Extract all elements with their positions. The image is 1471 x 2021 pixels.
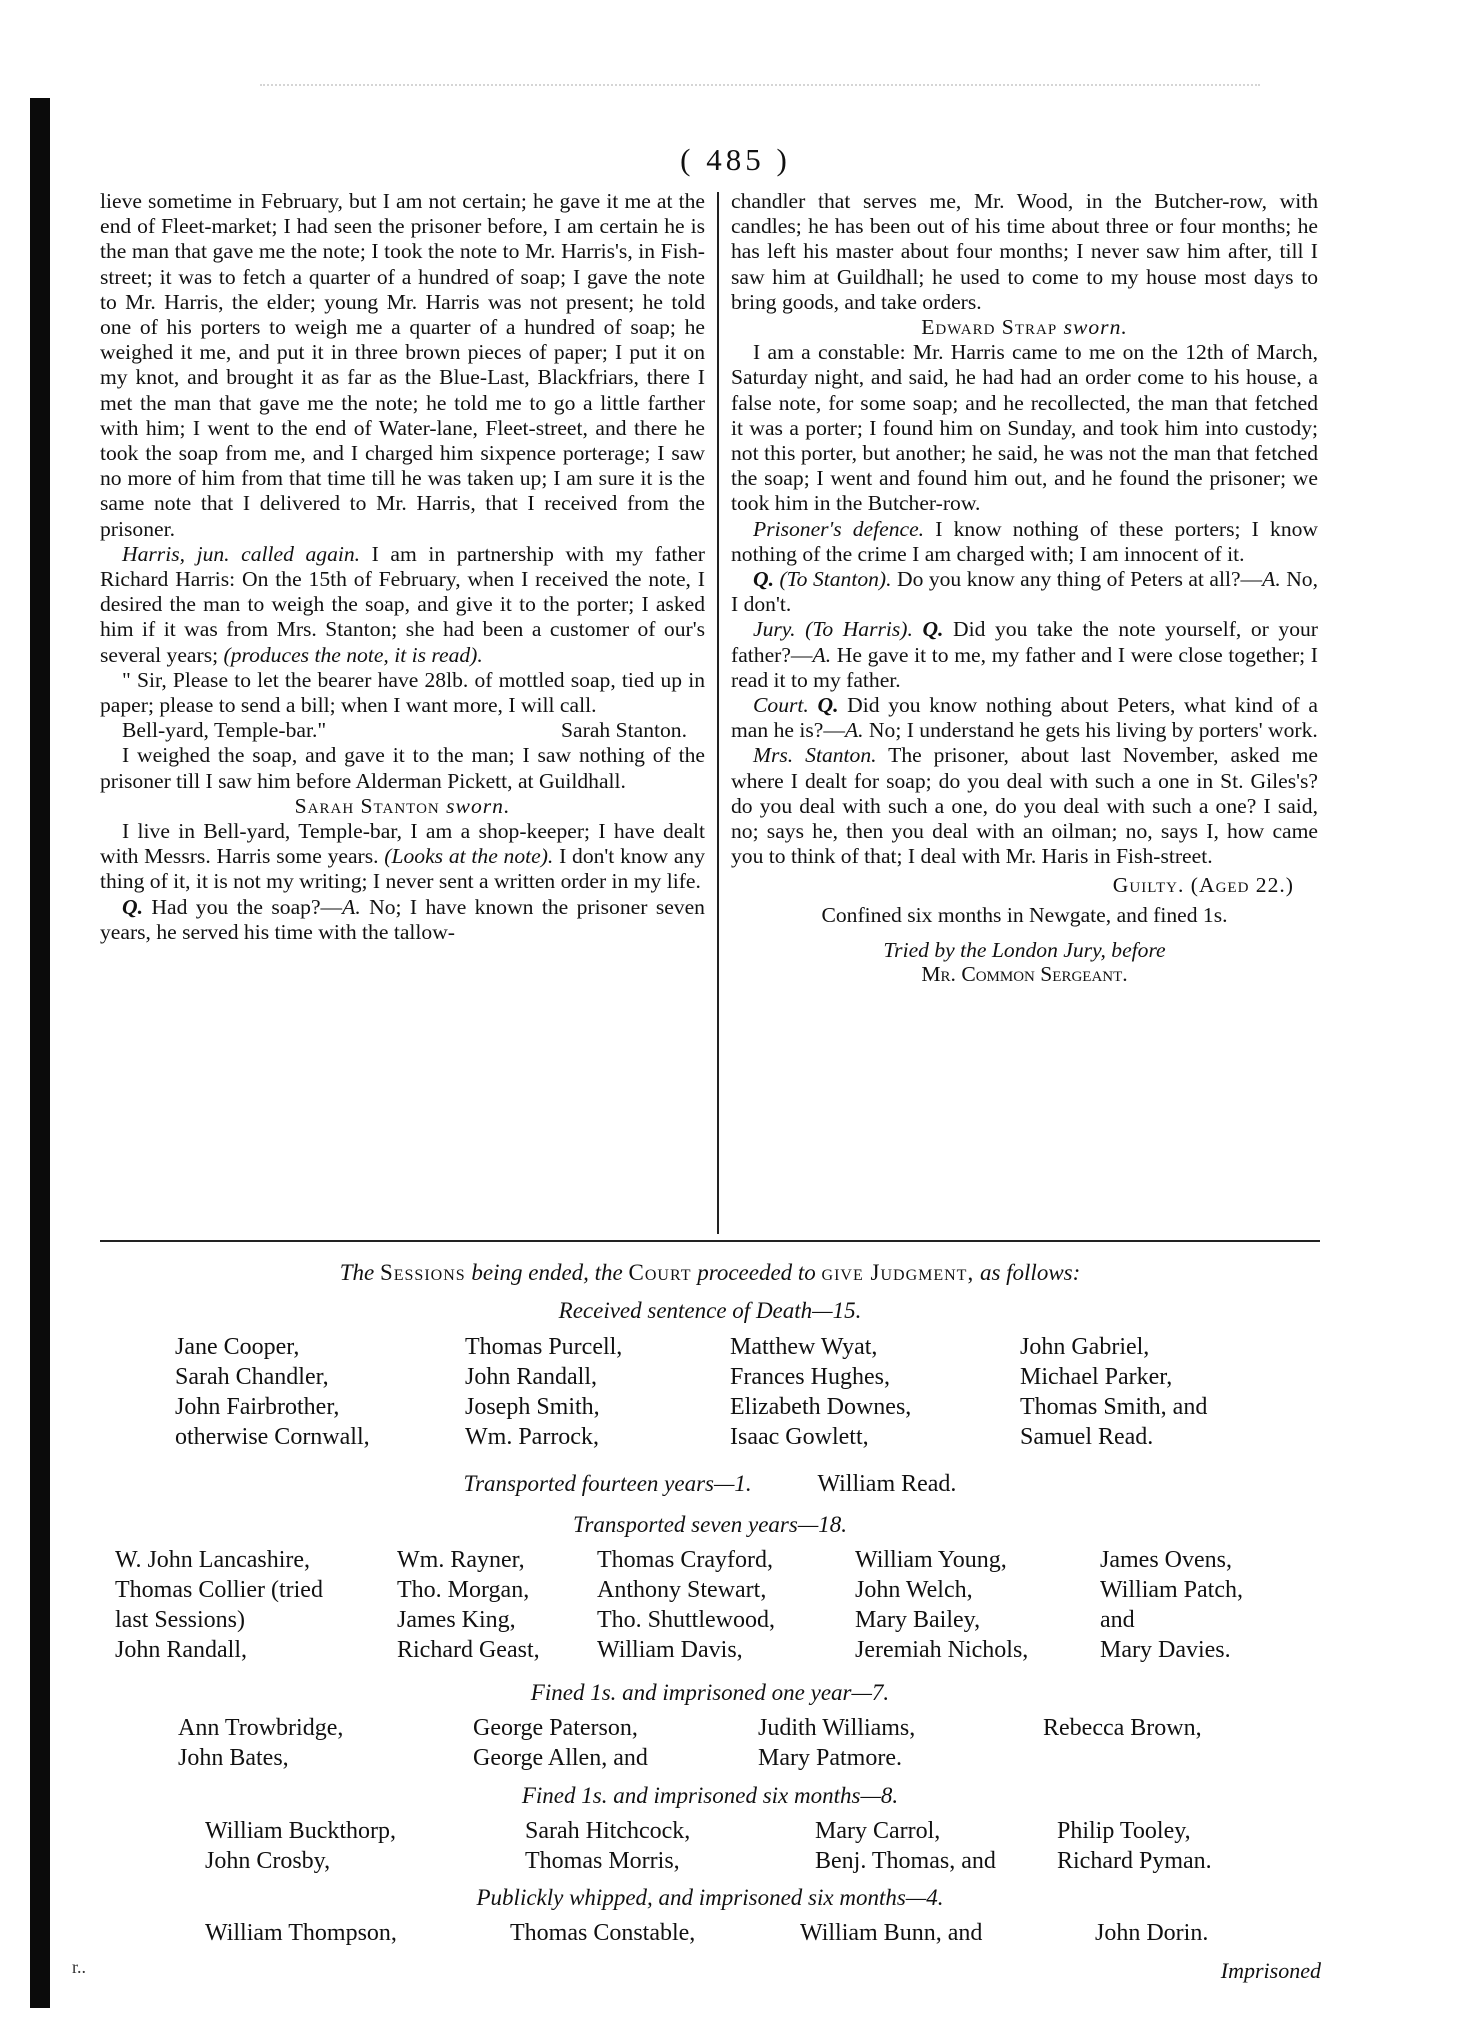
testimony-paragraph xyxy=(731,693,1318,743)
convict-name: Richard Geast, xyxy=(397,1637,540,1663)
judgment-heading-part-7: as follows: xyxy=(979,1260,1081,1285)
section-heading-transported-7: Transported seven years—18. xyxy=(572,1512,848,1537)
testimony-text: Do you know any thing of Peters at all?— xyxy=(891,567,1263,592)
convict-name: William Buckthorp, xyxy=(205,1818,397,1844)
convict-name: Sarah Hitchcock, xyxy=(525,1818,691,1844)
testimony-text: Did you know nothing about Peters, what kind of a man he is?— xyxy=(731,693,1318,743)
sentence: Confined six months in Newgate, and fined 1s. xyxy=(821,902,1228,927)
convict-name: Isaac Gowlett, xyxy=(730,1424,869,1450)
convict-name: George Paterson, xyxy=(473,1715,638,1741)
tried-by-text: Tried by the London Jury, before xyxy=(883,937,1166,962)
names-fined-six-months xyxy=(205,1816,1297,1876)
testimony-paragraph xyxy=(731,340,1318,516)
testimony-paragraph xyxy=(731,517,1318,567)
witness-heading xyxy=(100,794,705,819)
testimony-paragraph xyxy=(731,567,1318,617)
testimony-text: I know nothing of these porters; I know nothing of the crime I am charged with; I am innocent of it. xyxy=(731,516,1319,566)
convict-name: Thomas Collier (tried xyxy=(115,1577,323,1603)
testimony-paragraph xyxy=(731,743,1318,869)
convict-name: Jane Cooper, xyxy=(175,1334,300,1360)
section-heading-death: Received sentence of Death—15. xyxy=(558,1298,862,1323)
convict-name: William Young, xyxy=(855,1547,1007,1573)
testimony-text: I am in partnership with my father Richard Harris: On the 15th of February, when I received the note, I desired the man to weigh the soap, and give it to the porter; I asked him if it was from Mrs. Stanton; she had been a customer of our's several years; xyxy=(100,541,705,667)
transported-14-name: William Read. xyxy=(817,1471,957,1497)
testimony-text: Had you the soap?— xyxy=(143,894,343,919)
convict-name: John Randall, xyxy=(465,1364,597,1390)
convict-name: William Bunn, and xyxy=(800,1920,983,1946)
book-spine-shadow xyxy=(30,98,50,2008)
left-column xyxy=(100,189,705,945)
answer-marker: A. xyxy=(844,718,864,743)
speaker-label: Harris, jun. called again. xyxy=(122,541,361,566)
convict-name: Richard Pyman. xyxy=(1057,1848,1212,1874)
judgment-heading-part-4: Court xyxy=(628,1260,692,1285)
testimony-text: " Sir, Please to let the bearer have 28lb. of mottled soap, tied up in paper; please to send a bill; when I want more, I will call. xyxy=(100,667,705,718)
convict-name: Tho. Shuttlewood, xyxy=(597,1607,775,1633)
testimony-text: I live in Bell-yard, Temple-bar, I am a shop-keeper; I have dealt with Messrs. Harris some years. xyxy=(100,819,705,869)
convict-name: John Gabriel, xyxy=(1020,1334,1150,1360)
convict-name: William Patch, xyxy=(1100,1577,1244,1603)
testimony-paragraph xyxy=(100,743,705,793)
testimony-text-continued: No; I have known the prisoner seven years, he served his time with the tallow- xyxy=(100,894,705,944)
convict-name: John Dorin. xyxy=(1095,1920,1209,1946)
testimony-text-continued: No, I don't. xyxy=(731,567,1318,617)
verdict: Guilty. (Aged 22.) xyxy=(1112,873,1294,898)
convict-name: Mary Bailey, xyxy=(855,1607,981,1633)
testimony-text-continued: He gave it to me, my father and I were close together; I read it to my father. xyxy=(731,642,1318,692)
convict-name: Ann Trowbridge, xyxy=(178,1715,344,1741)
testimony-text: lieve sometime in February, but I am not certain; he gave it me at the end of Fleet-market; I had seen the prisoner before, I am certain he is the man that gave me the note; I took the note to Mr. Harris's, in Fish-street; it was to fetch a quarter of a hundred of soap; I gave the note to Mr. Harris, the elder; young Mr. Harris was not present; he told one of his porters to weigh me a quarter of a hundred of soap; he weighed it me, and put it in three brown pieces of paper; I put it on my knot, and brought it as far as the Blue-Last, Blackfriars, there I met the man that gave me the note; he told me to go a little farther with him; I went to the end of Water-lane, Fleet-street, and there he took the soap from me, and I charged him sixpence porterage; I saw no more of him from that time till he was taken up; I am sure it is the same note that I delivered to Mr. Harris, that I received from the prisoner. xyxy=(100,189,705,541)
section-heading-fined-six-months: Fined 1s. and imprisoned six months—8. xyxy=(521,1783,899,1808)
convict-name: Jeremiah Nichols, xyxy=(855,1637,1029,1663)
answer-marker: A. xyxy=(812,642,832,667)
question-marker: Q. xyxy=(808,693,839,718)
convict-name: Judith Williams, xyxy=(758,1715,916,1741)
judgment-heading-part-5: proceeded to xyxy=(697,1260,816,1285)
scan-specks xyxy=(260,84,1260,94)
testimony-paragraph xyxy=(731,617,1318,693)
library-stamp: r.. xyxy=(72,1957,87,1977)
convict-name: Benj. Thomas, and xyxy=(815,1848,996,1874)
testimony-text: The prisoner, about last November, asked me where I dealt for soap; do you deal with such a one in St. Giles's? do you deal with such a one, do you deal with such a one? I said, no; says he, then you deal with an oilman; no, says I, how came you to think of that; I deal with Mr. Haris in Fish-street. xyxy=(731,743,1318,869)
convict-name: James Ovens, xyxy=(1100,1547,1232,1573)
page-number: ( 485 ) xyxy=(680,142,791,177)
stage-direction: (produces the note, it is read). xyxy=(223,642,483,667)
tried-by xyxy=(731,938,1318,986)
testimony-paragraph xyxy=(100,895,705,945)
convict-name xyxy=(1043,1743,1293,1773)
convict-name: Philip Tooley, xyxy=(1057,1818,1191,1844)
convict-name: Anthony Stewart, xyxy=(597,1577,767,1603)
sworn-label: sworn. xyxy=(446,793,511,818)
judge-name: Mr. Common Sergeant. xyxy=(921,961,1128,986)
section-divider xyxy=(100,1240,1320,1242)
convict-name: Rebecca Brown, xyxy=(1043,1715,1202,1741)
speaker-label: Mrs. Stanton. xyxy=(753,743,877,768)
speaker-label: (To Stanton). xyxy=(774,567,892,592)
testimony-text: I weighed the soap, and gave it to the man; I saw nothing of the prisoner till I saw him before Alderman Pickett, at Guildhall. xyxy=(100,743,705,793)
names-death xyxy=(175,1332,1280,1452)
names-whipped xyxy=(205,1918,1315,1948)
testimony-paragraph xyxy=(100,189,705,542)
convict-name: James King, xyxy=(397,1607,516,1633)
testimony-text-continued: No; I understand he gets his living by porters' work. xyxy=(863,718,1318,743)
convict-name: Mary Patmore. xyxy=(758,1745,902,1771)
judgment-heading-part-3: being ended, the xyxy=(471,1260,623,1285)
convict-name: Thomas Morris, xyxy=(525,1848,680,1874)
sworn-label: sworn. xyxy=(1063,315,1128,340)
witness-name: Edward Strap xyxy=(921,315,1058,340)
speaker-label: Court. xyxy=(753,693,809,718)
question-marker: Q. xyxy=(912,617,944,642)
testimony-paragraph xyxy=(100,819,705,895)
judgment-heading xyxy=(100,1260,1320,1286)
convict-name: Thomas Constable, xyxy=(510,1920,696,1946)
convict-name: George Allen, and xyxy=(473,1745,648,1771)
convict-name: Matthew Wyat, xyxy=(730,1334,878,1360)
question-marker: Q. xyxy=(122,894,143,919)
convict-name: Sarah Chandler, xyxy=(175,1364,329,1390)
convict-name: Thomas Smith, and xyxy=(1020,1394,1208,1420)
right-column xyxy=(731,189,1318,986)
answer-marker: A. xyxy=(1262,567,1281,592)
judgment-heading-part-2: Sessions xyxy=(379,1260,466,1285)
testimony-text: I am a constable: Mr. Harris came to me on the 12th of March, Saturday night, and said, he had had an order come to his house, a false note, for some soap; and he recollected, the man that fetched it was a porter; I found him on Sunday, and took him into custody; not this porter, but another; he said, he was not the man that fetched the soap; I went and found him out, and he found the prisoner; we took him in the Butcher-row. xyxy=(731,340,1318,516)
convict-name: William Davis, xyxy=(597,1637,743,1663)
convict-name: Michael Parker, xyxy=(1020,1364,1173,1390)
convict-name: John Bates, xyxy=(178,1745,289,1771)
convict-name: John Crosby, xyxy=(205,1848,331,1874)
convict-name: Elizabeth Downes, xyxy=(730,1394,912,1420)
convict-name: Mary Davies. xyxy=(1100,1637,1231,1663)
convict-name: and xyxy=(1100,1607,1135,1633)
testimony-text: Bell-yard, Temple-bar." xyxy=(122,718,327,743)
section-heading-whipped: Publickly whipped, and imprisoned six months—4. xyxy=(476,1885,944,1910)
answer-marker: A. xyxy=(342,894,361,919)
judgment-heading-part-6: give Judgment, xyxy=(821,1260,975,1285)
convict-name: Thomas Crayford, xyxy=(597,1547,773,1573)
convict-name: John Fairbrother, xyxy=(175,1394,340,1420)
witness-name: Sarah Stanton xyxy=(294,793,440,818)
names-fined-one-year xyxy=(178,1713,1293,1773)
testimony-paragraph xyxy=(731,189,1318,315)
convict-name: Samuel Read. xyxy=(1020,1424,1154,1450)
speaker-label: Prisoner's defence. xyxy=(753,516,925,541)
testimony-text: chandler that serves me, Mr. Wood, in the Butcher-row, with candles; he has been out of his time about three or four months; he has left his master about four months; I never saw him after, till I saw him at Guildhall; he used to come to my house most days to bring goods, and take orders. xyxy=(731,189,1318,314)
convict-name: Wm. Rayner, xyxy=(397,1547,525,1573)
convict-name: W. John Lancashire, xyxy=(115,1547,311,1573)
convict-name: Thomas Purcell, xyxy=(465,1334,623,1360)
convict-name: William Thompson, xyxy=(205,1920,397,1946)
convict-name: Tho. Morgan, xyxy=(397,1577,530,1603)
convict-name: Mary Carrol, xyxy=(815,1818,941,1844)
judgment-heading-part-1: The xyxy=(339,1260,375,1285)
column-rule xyxy=(717,192,719,1234)
convict-name: Frances Hughes, xyxy=(730,1364,890,1390)
section-heading-transported-14-text: Transported fourteen years—1. xyxy=(463,1471,752,1496)
convict-name: Joseph Smith, xyxy=(465,1394,600,1420)
testimony-text-continued: I don't know any thing of it, it is not my writing; I never sent a written order in my life. xyxy=(100,844,705,894)
convict-name: otherwise Cornwall, xyxy=(175,1424,370,1450)
section-heading-transported-14 xyxy=(100,1471,1320,1498)
speaker-label: Jury. (To Harris). xyxy=(753,617,913,642)
names-transported-7 xyxy=(115,1545,1300,1665)
convict-name: John Randall, xyxy=(115,1637,247,1663)
letter-signature: Sarah Stanton. xyxy=(561,718,687,743)
right-column-text xyxy=(731,189,1318,869)
convict-name: Wm. Parrock, xyxy=(465,1424,599,1450)
stage-direction: (Looks at the note). xyxy=(384,844,554,869)
witness-heading xyxy=(731,315,1318,340)
testimony-paragraph xyxy=(100,542,705,668)
section-heading-fined-one-year: Fined 1s. and imprisoned one year—7. xyxy=(530,1680,890,1705)
question-marker: Q. xyxy=(753,567,774,592)
testimony-text: Did you take the note yourself, or your father?— xyxy=(731,617,1318,667)
convict-name: last Sessions) xyxy=(115,1607,246,1633)
catchword: Imprisoned xyxy=(1220,1958,1321,1983)
convict-name: John Welch, xyxy=(855,1577,973,1603)
